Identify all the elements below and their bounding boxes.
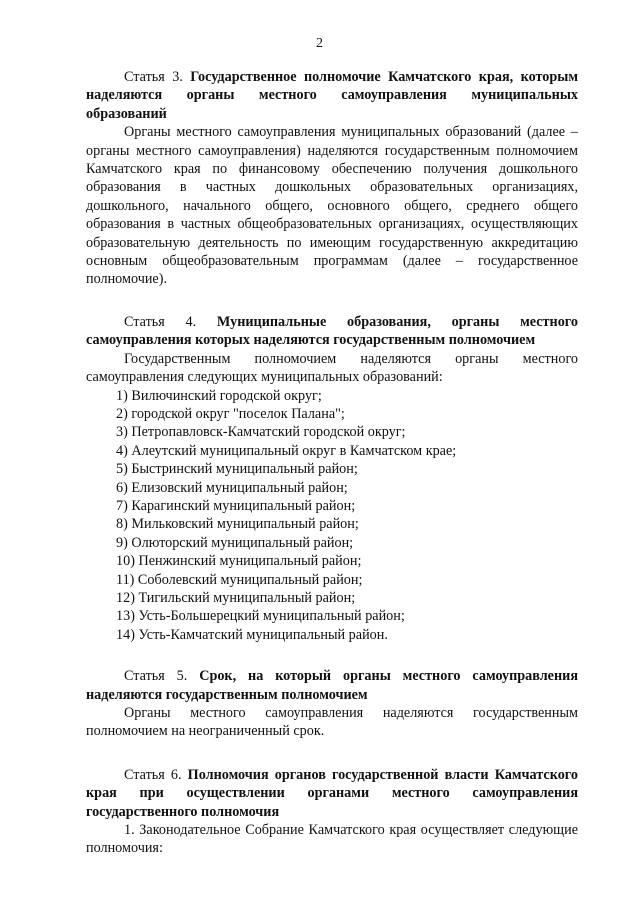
list-item: 13) Усть-Большерецкий муниципальный район;	[116, 608, 405, 625]
article-label: Статья 3.	[124, 69, 191, 85]
article-title: Срок, на который органы местного самоуправления наделяются государственным полномочием	[86, 668, 579, 703]
article-title: Полномочия органов государственной власти Камчатского края при осуществлении органами местного самоуправления государственного полномочия	[86, 766, 578, 820]
list-item: 2) городской округ "поселок Палана";	[116, 405, 345, 422]
list-item: 12) Тигильский муниципальный район;	[116, 589, 356, 606]
list-item: 5) Быстринский муниципальный район;	[116, 461, 358, 478]
article-body: Государственным полномочием наделяются органы местного самоуправления следующих муниципальных образований:	[86, 350, 578, 386]
article-5	[86, 667, 578, 741]
article-3	[86, 68, 578, 289]
list-item: 4) Алеутский муниципальный округ в Камчатском крае;	[116, 442, 457, 459]
list-item: 11) Соболевский муниципальный район;	[116, 571, 363, 588]
list-item: 6) Елизовский муниципальный район;	[116, 479, 348, 496]
article-body: Органы местного самоуправления наделяются государственным полномочием на неограниченный срок.	[86, 705, 578, 740]
article-title: Государственное полномочие Камчатского края, которым наделяются органы местного самоуправления муниципальных образований	[86, 69, 578, 122]
document-content	[86, 68, 578, 858]
list-item: 1) Вилючинский городской округ;	[116, 387, 322, 404]
article-body: 1. Законодательное Собрание Камчатского края осуществляет следующие полномочия:	[86, 822, 578, 857]
article-heading	[86, 68, 578, 123]
municipality-list	[86, 387, 578, 645]
article-heading	[86, 313, 578, 350]
page-number: 2	[316, 36, 323, 51]
article-label: Статья 5.	[124, 668, 200, 685]
list-item: 3) Петропавловск-Камчатский городской округ;	[116, 424, 406, 441]
list-item: 8) Мильковский муниципальный район;	[116, 516, 359, 533]
list-item: 10) Пенжинский муниципальный район;	[116, 553, 362, 570]
article-label: Статья 6.	[124, 766, 188, 783]
article-title: Муниципальные образования, органы местного самоуправления которых наделяются государственным полномочием	[86, 313, 578, 349]
article-heading	[86, 766, 578, 821]
article-heading	[86, 667, 578, 704]
article-6	[86, 766, 578, 858]
list-item: 9) Олюторский муниципальный район;	[116, 534, 354, 551]
article-body: Органы местного самоуправления муниципальных образований (далее – органы местного самоуправления) наделяются государственным полномочием Камчатского края по финансовому обеспечению получения дошкольного образования в частных дошкольных образовательных организациях, дошкольного, начального общего, основного общего, среднего общего образования в частных общеобразовательных организациях, осуществляющих образовательную деятельность по имеющим государственную аккредитацию основным общеобразовательным программам (далее – государственное полномочие).	[86, 124, 578, 288]
article-label: Статья 4.	[124, 313, 217, 330]
list-item: 7) Карагинский муниципальный район;	[116, 497, 356, 514]
article-4	[86, 313, 578, 644]
list-item: 14) Усть-Камчатский муниципальный район.	[116, 626, 388, 643]
